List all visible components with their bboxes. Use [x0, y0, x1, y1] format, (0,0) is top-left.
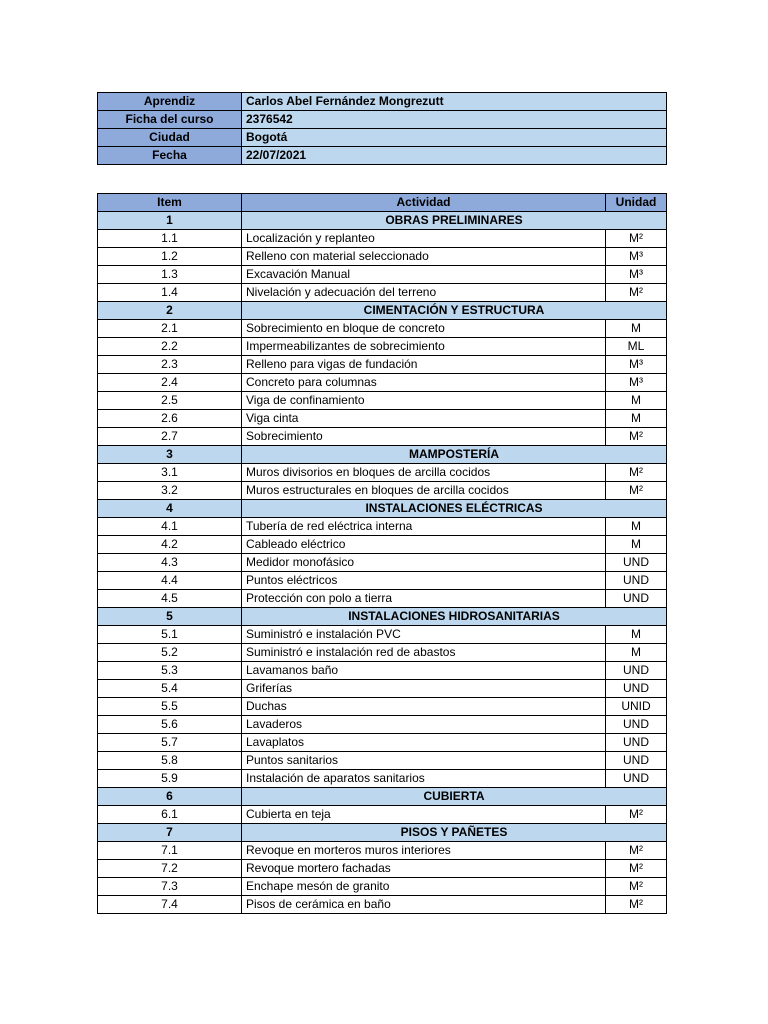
- activity-cell: Enchape mesón de granito: [242, 878, 606, 896]
- unit-cell: M³: [606, 356, 667, 374]
- unit-cell: UND: [606, 680, 667, 698]
- item-number: 2.1: [98, 320, 242, 338]
- activity-cell: Pisos de cerámica en baño: [242, 896, 606, 914]
- table-row: [98, 716, 667, 734]
- unit-cell: UND: [606, 716, 667, 734]
- item-number: 6.1: [98, 806, 242, 824]
- activity-cell: Sobrecimiento en bloque de concreto: [242, 320, 606, 338]
- item-number: 1.1: [98, 230, 242, 248]
- activity-cell: Impermeabilizantes de sobrecimiento: [242, 338, 606, 356]
- item-number: 4.3: [98, 554, 242, 572]
- info-row: [98, 129, 667, 147]
- table-row: [98, 284, 667, 302]
- table-row: [98, 230, 667, 248]
- info-row: [98, 111, 667, 129]
- unit-cell: M²: [606, 464, 667, 482]
- item-number: 1.2: [98, 248, 242, 266]
- info-row: [98, 147, 667, 165]
- table-row: [98, 464, 667, 482]
- budget-table: [97, 193, 667, 914]
- table-row: [98, 752, 667, 770]
- unit-cell: ML: [606, 338, 667, 356]
- item-number: 2.6: [98, 410, 242, 428]
- table-row: [98, 428, 667, 446]
- table-row: [98, 518, 667, 536]
- table-row: [98, 356, 667, 374]
- table-row: [98, 266, 667, 284]
- activity-cell: Puntos sanitarios: [242, 752, 606, 770]
- section-row: [98, 608, 667, 626]
- unit-cell: UND: [606, 590, 667, 608]
- table-row: [98, 374, 667, 392]
- table-row: [98, 554, 667, 572]
- section-number: 2: [98, 302, 242, 320]
- section-row: [98, 446, 667, 464]
- item-number: 5.4: [98, 680, 242, 698]
- table-row: [98, 698, 667, 716]
- item-number: 5.2: [98, 644, 242, 662]
- item-number: 5.3: [98, 662, 242, 680]
- activity-cell: Revoque en morteros muros interiores: [242, 842, 606, 860]
- item-number: 2.2: [98, 338, 242, 356]
- unit-cell: M²: [606, 860, 667, 878]
- unit-cell: M³: [606, 266, 667, 284]
- item-number: 7.2: [98, 860, 242, 878]
- section-number: 7: [98, 824, 242, 842]
- unit-cell: M: [606, 644, 667, 662]
- table-row: [98, 770, 667, 788]
- header-unit: Unidad: [606, 194, 667, 212]
- section-number: 5: [98, 608, 242, 626]
- table-row: [98, 338, 667, 356]
- activity-cell: Puntos eléctricos: [242, 572, 606, 590]
- unit-cell: UND: [606, 752, 667, 770]
- item-number: 2.5: [98, 392, 242, 410]
- table-row: [98, 410, 667, 428]
- unit-cell: M²: [606, 482, 667, 500]
- unit-cell: UND: [606, 770, 667, 788]
- activity-cell: Instalación de aparatos sanitarios: [242, 770, 606, 788]
- activity-cell: Protección con polo a tierra: [242, 590, 606, 608]
- unit-cell: UNID: [606, 698, 667, 716]
- activity-cell: Duchas: [242, 698, 606, 716]
- info-row: [98, 93, 667, 111]
- section-title: MAMPOSTERÍA: [242, 446, 667, 464]
- table-row: [98, 392, 667, 410]
- item-number: 3.1: [98, 464, 242, 482]
- item-number: 2.4: [98, 374, 242, 392]
- unit-cell: M²: [606, 284, 667, 302]
- info-value: Carlos Abel Fernández Mongrezutt: [242, 93, 667, 111]
- table-row: [98, 482, 667, 500]
- activity-cell: Relleno para vigas de fundación: [242, 356, 606, 374]
- info-value: 22/07/2021: [242, 147, 667, 165]
- unit-cell: UND: [606, 572, 667, 590]
- activity-cell: Lavaderos: [242, 716, 606, 734]
- unit-cell: M²: [606, 230, 667, 248]
- info-label: Aprendiz: [98, 93, 242, 111]
- item-number: 5.1: [98, 626, 242, 644]
- unit-cell: M: [606, 320, 667, 338]
- activity-cell: Relleno con material seleccionado: [242, 248, 606, 266]
- unit-cell: M³: [606, 374, 667, 392]
- section-title: OBRAS PRELIMINARES: [242, 212, 667, 230]
- activity-cell: Lavamanos baño: [242, 662, 606, 680]
- table-row: [98, 860, 667, 878]
- section-number: 4: [98, 500, 242, 518]
- info-label: Ciudad: [98, 129, 242, 147]
- info-label: Ficha del curso: [98, 111, 242, 129]
- item-number: 5.6: [98, 716, 242, 734]
- info-table-body: [98, 93, 667, 165]
- section-title: INSTALACIONES ELÉCTRICAS: [242, 500, 667, 518]
- item-number: 7.4: [98, 896, 242, 914]
- item-number: 4.5: [98, 590, 242, 608]
- section-row: [98, 788, 667, 806]
- table-row: [98, 878, 667, 896]
- info-value: 2376542: [242, 111, 667, 129]
- activity-cell: Muros divisorios en bloques de arcilla cocidos: [242, 464, 606, 482]
- item-number: 4.2: [98, 536, 242, 554]
- activity-cell: Viga cinta: [242, 410, 606, 428]
- item-number: 3.2: [98, 482, 242, 500]
- unit-cell: M: [606, 626, 667, 644]
- activity-cell: Nivelación y adecuación del terreno: [242, 284, 606, 302]
- section-title: CUBIERTA: [242, 788, 667, 806]
- activity-cell: Griferías: [242, 680, 606, 698]
- unit-cell: M²: [606, 896, 667, 914]
- activity-cell: Suministró e instalación PVC: [242, 626, 606, 644]
- activity-cell: Excavación Manual: [242, 266, 606, 284]
- unit-cell: M²: [606, 806, 667, 824]
- unit-cell: M²: [606, 428, 667, 446]
- item-number: 7.1: [98, 842, 242, 860]
- item-number: 5.7: [98, 734, 242, 752]
- table-row: [98, 320, 667, 338]
- section-row: [98, 212, 667, 230]
- section-number: 1: [98, 212, 242, 230]
- unit-cell: M: [606, 410, 667, 428]
- section-title: INSTALACIONES HIDROSANITARIAS: [242, 608, 667, 626]
- item-number: 4.1: [98, 518, 242, 536]
- table-row: [98, 644, 667, 662]
- section-number: 3: [98, 446, 242, 464]
- activity-cell: Cubierta en teja: [242, 806, 606, 824]
- section-row: [98, 500, 667, 518]
- info-label: Fecha: [98, 147, 242, 165]
- table-row: [98, 572, 667, 590]
- table-row: [98, 896, 667, 914]
- item-number: 5.8: [98, 752, 242, 770]
- info-value: Bogotá: [242, 129, 667, 147]
- budget-table-body: [98, 194, 667, 914]
- unit-cell: UND: [606, 554, 667, 572]
- item-number: 2.7: [98, 428, 242, 446]
- unit-cell: M: [606, 536, 667, 554]
- activity-cell: Tubería de red eléctrica interna: [242, 518, 606, 536]
- header-item: Item: [98, 194, 242, 212]
- table-row: [98, 248, 667, 266]
- item-number: 2.3: [98, 356, 242, 374]
- table-row: [98, 626, 667, 644]
- activity-cell: Cableado eléctrico: [242, 536, 606, 554]
- activity-cell: Revoque mortero fachadas: [242, 860, 606, 878]
- item-number: 5.9: [98, 770, 242, 788]
- table-row: [98, 680, 667, 698]
- unit-cell: M²: [606, 842, 667, 860]
- table-row: [98, 806, 667, 824]
- section-row: [98, 302, 667, 320]
- item-number: 4.4: [98, 572, 242, 590]
- table-row: [98, 590, 667, 608]
- unit-cell: UND: [606, 734, 667, 752]
- table-row: [98, 734, 667, 752]
- section-title: PISOS Y PAÑETES: [242, 824, 667, 842]
- item-number: 1.3: [98, 266, 242, 284]
- unit-cell: M: [606, 392, 667, 410]
- unit-cell: UND: [606, 662, 667, 680]
- activity-cell: Localización y replanteo: [242, 230, 606, 248]
- unit-cell: M: [606, 518, 667, 536]
- header-activity: Actividad: [242, 194, 606, 212]
- activity-cell: Muros estructurales en bloques de arcilla cocidos: [242, 482, 606, 500]
- section-number: 6: [98, 788, 242, 806]
- activity-cell: Sobrecimiento: [242, 428, 606, 446]
- activity-cell: Medidor monofásico: [242, 554, 606, 572]
- activity-cell: Concreto para columnas: [242, 374, 606, 392]
- section-title: CIMENTACIÓN Y ESTRUCTURA: [242, 302, 667, 320]
- budget-header-row: [98, 194, 667, 212]
- activity-cell: Viga de confinamiento: [242, 392, 606, 410]
- item-number: 1.4: [98, 284, 242, 302]
- activity-cell: Suministró e instalación red de abastos: [242, 644, 606, 662]
- activity-cell: Lavaplatos: [242, 734, 606, 752]
- item-number: 7.3: [98, 878, 242, 896]
- table-row: [98, 662, 667, 680]
- item-number: 5.5: [98, 698, 242, 716]
- table-row: [98, 842, 667, 860]
- table-row: [98, 536, 667, 554]
- info-table: [97, 92, 667, 165]
- unit-cell: M²: [606, 878, 667, 896]
- unit-cell: M³: [606, 248, 667, 266]
- section-row: [98, 824, 667, 842]
